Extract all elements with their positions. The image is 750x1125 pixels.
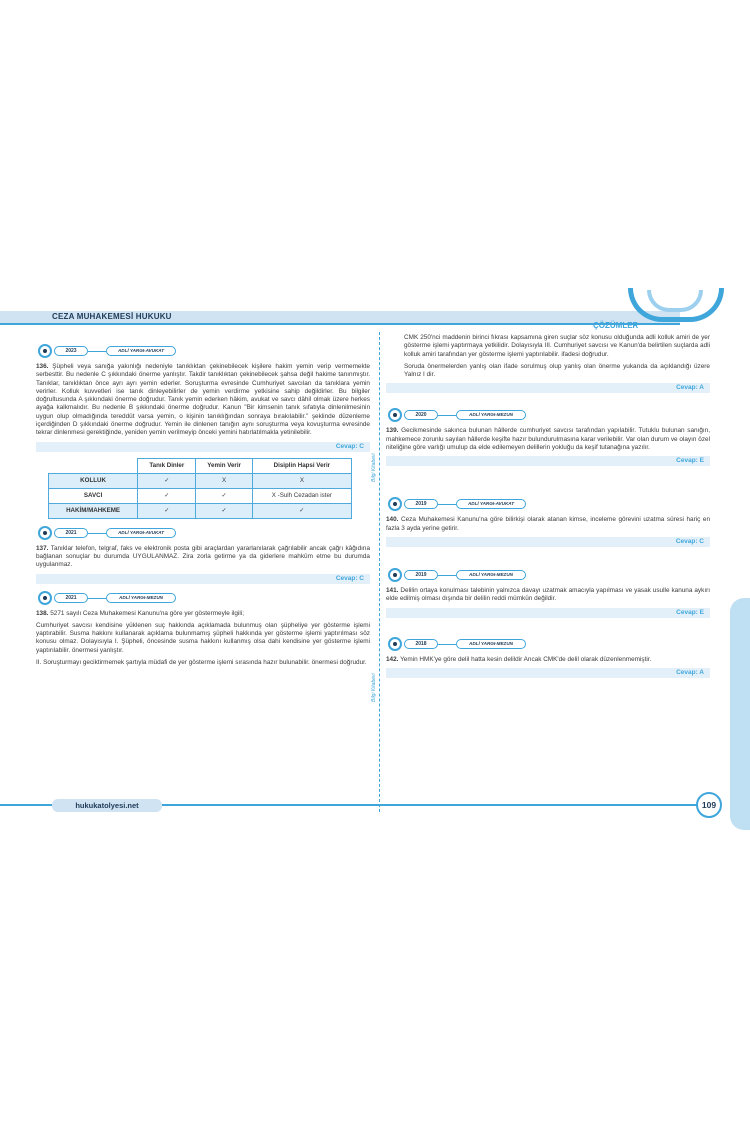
question-138-p1: Cumhuriyet savcısı kendisine yüklenen suç hakkında açıklamada bulunmuş olan şüpheliye yer gösterme işlemi yaptırabilir. Susma hakkını kullanarak açıklama bulunmamış şüpheli hakkında yer gösterme işlemi yaptırılması söz konusu olmaz. Dolayısıyla I. Şüpheli, öncesinde susma hakkını kullanmış olsa dahi kendisine yer gösterme işlemi yaptırılabilir. önermesi yanlıştır. bbox=[36, 621, 370, 654]
solutions-label: ÇÖZÜMLER bbox=[593, 321, 639, 330]
answer-138: Cevap: A bbox=[386, 383, 710, 393]
exam-badge: ADLİ YARGI-AVUKAT bbox=[456, 499, 526, 509]
question-140: 140. Ceza Muhakemesi Kanunu'na göre bilirkişi olarak atanan kimse, inceleme görevini uzatma süresi hariç en fazla 3 ayda yerine getirir. bbox=[386, 516, 711, 532]
solution-138-cont-p2: Soruda önermelerden yanlış olan ifade sorulmuş olup yanlış olan önerme yukarıda da açıklandığı üzere Yalnız I dir. bbox=[404, 362, 710, 379]
exam-badge: ADLİ YARGI-MEZUN bbox=[456, 570, 526, 580]
side-tab bbox=[730, 598, 750, 830]
column-divider bbox=[379, 332, 380, 812]
exam-badge: ADLİ YARGI-AVUKAT bbox=[106, 528, 176, 538]
exam-badge: ADLİ YARGI-MEZUN bbox=[456, 639, 526, 649]
question-138: 138. 5271 sayılı Ceza Muhakemesi Kanunu'na göre yer göstermeyle ilgili; bbox=[36, 609, 244, 617]
exam-badge: ADLİ YARGI-MEZUN bbox=[456, 410, 526, 420]
left-column bbox=[36, 340, 370, 671]
question-141: 141. Delilin ortaya konulması talebinin yalnızca davayı uzatmak amacıyla yapılması ve yasak usulle kanuna aykırı elde edilmiş olması dışında bir delilin reddi mümkün değildir. bbox=[386, 586, 710, 603]
divider-label: Bilgi Kitabevi bbox=[371, 453, 377, 482]
table-cell: ✓ bbox=[138, 503, 196, 518]
chapter-title: CEZA MUHAKEMESİ HUKUKU bbox=[52, 312, 172, 321]
right-column bbox=[386, 334, 710, 684]
table-header-cell bbox=[49, 458, 138, 473]
year-badge: 2023 bbox=[54, 346, 88, 356]
target-icon bbox=[388, 408, 402, 422]
question-142: 142. Yemin HMK'ye göre delil hatta kesin delildir Ancak CMK'de delil olarak düzenlenmemiştir. bbox=[386, 655, 652, 663]
exam-badge: ADLİ YARGI-AVUKAT bbox=[106, 346, 176, 356]
question-136: 136. Şüpheli veya sanığa yakınlığı nedeniyle tanıklıktan çekinebilecek kişilere hakim yemin verip vermemekte serbesttir. Bu nedenle C şıkkındaki önerme yanlıştır. Takdir tanıklıktan çekinebilecek şahsa değil hakime tanınmıştır. Tanıklar, tanıklıktan önce ayrı ayrı yemin ederler. Soruşturma evresinde Cumhuriyet savcıları da tanıklara yemin verirler. Kolluk kuvvetleri ise tanık dinleyebilirler de yemin verdirme yetkisine sahip değildirler. Bu bilgiler doğrultusunda A şıkkındaki önerme doğrudur. Tanık yemin ederken hâkim, avukat ve savcı dâhil olmak üzere herkes ayağa kalkmalıdır. Bu nedenle B şıkkındaki önerme doğrudur. Kanun "Bir kimsenin tanık sıfatıyla dinlenilmesinin uygun olup olmadığında tereddüt varsa yemin, o kişinin tanıklığından sonraya bırakılabilir." şeklinde düzenleme içerdiğinden D şıkkındaki önerme doğrudur. Yemin ile dinlenen tanığın aynı soruşturma veya kovuşturma evresinde tekrar dinlenmesi gerektiğinde, yeniden yemin verilmeyip önceki yemini hatırlatılmakla yetinilebilir. bbox=[36, 363, 370, 437]
question-tag bbox=[386, 636, 710, 652]
answer-137: Cevap: C bbox=[36, 574, 370, 584]
target-icon bbox=[388, 497, 402, 511]
question-137: 137. Tanıklar telefon, telgraf, faks ve elektronik posta gibi araçlardan yararlanılarak çağrılabilir ancak çağrı kâğıdına bağlanan sonuçlar bu durumda UYGULANMAZ. Zira zorla getirme ya da giderlere mahkûm etme bu durumda uygulanmaz. bbox=[36, 544, 371, 569]
table-cell: ✓ bbox=[196, 488, 252, 503]
page-number: 109 bbox=[696, 792, 722, 818]
question-139: 139. Gecikmesinde sakınca bulunan hâllerde cumhuriyet savcısı tarafından yapılabilir. Tutuklu bulunan sanığın, mahkemece zorunlu sayılan hâllerde keşifte hazır bulundurulmasına karar verilebilir. Var olan durum ve olayın özel niteliğine göre varlığı umulup da elde edilemeyen delillerin yokluğu da keşif tutanağına yazılır. bbox=[386, 427, 710, 452]
table-cell: X bbox=[196, 473, 252, 488]
table-cell: ✓ bbox=[196, 503, 252, 518]
answer-140: Cevap: C bbox=[386, 537, 710, 547]
table-row bbox=[49, 503, 352, 518]
witness-table bbox=[48, 458, 352, 519]
question-138-p2: II. Soruşturmayı geciktirmemek şartıyla müdafi de yer gösterme işlemi sırasında hazır bulunabilir. önermesi doğrudur. bbox=[36, 659, 367, 667]
row-label: HAKİM/MAHKEME bbox=[49, 503, 138, 518]
target-icon bbox=[38, 526, 52, 540]
question-tag bbox=[386, 567, 710, 583]
divider-label: Bilgi Kitabevi bbox=[371, 673, 377, 702]
table-header-cell: Tanık Dinler bbox=[138, 458, 196, 473]
row-label: KOLLUK bbox=[49, 473, 138, 488]
site-link[interactable]: hukukatolyesi.net bbox=[52, 799, 162, 812]
year-badge: 2021 bbox=[54, 593, 88, 603]
table-cell: ✓ bbox=[138, 488, 196, 503]
book-page bbox=[0, 292, 750, 832]
question-tag bbox=[386, 407, 710, 423]
target-icon bbox=[388, 568, 402, 582]
target-icon bbox=[388, 637, 402, 651]
header-line bbox=[0, 323, 680, 325]
table-header-cell: Yemin Verir bbox=[196, 458, 252, 473]
question-tag bbox=[36, 525, 370, 541]
target-icon bbox=[38, 344, 52, 358]
table-row bbox=[49, 473, 352, 488]
table-cell: ✓ bbox=[138, 473, 196, 488]
year-badge: 2021 bbox=[54, 528, 88, 538]
table-row bbox=[49, 488, 352, 503]
table-cell: X -Sulh Cezadan ister bbox=[252, 488, 351, 503]
table-header-cell: Disiplin Hapsi Verir bbox=[252, 458, 351, 473]
solution-138-cont-p1: CMK 250'nci maddenin birinci fıkrası kapsamına giren suçlar söz konusu olduğunda adli kolluk amiri de yer gösterme işlemi yaptırmaya yetkilidir. Dolayısıyla III. Cumhuriyet savcısı ve Kanun'da belirtilen suçlarda adli kolluk amiri tarafından yer gösterme işlemi yaptırılabilir. ifadesi doğrudur. bbox=[404, 334, 710, 358]
question-tag bbox=[36, 590, 370, 606]
target-icon bbox=[38, 591, 52, 605]
exam-badge: ADLİ YARGI-MEZUN bbox=[106, 593, 176, 603]
answer-136: Cevap: C bbox=[36, 442, 370, 452]
answer-141: Cevap: E bbox=[386, 608, 710, 618]
question-tag bbox=[36, 343, 370, 359]
year-badge: 2019 bbox=[404, 570, 438, 580]
year-badge: 2019 bbox=[404, 499, 438, 509]
year-badge: 2018 bbox=[404, 639, 438, 649]
answer-139: Cevap: E bbox=[386, 456, 710, 466]
row-label: SAVCI bbox=[49, 488, 138, 503]
year-badge: 2020 bbox=[404, 410, 438, 420]
question-tag bbox=[386, 496, 710, 512]
table-header-row bbox=[49, 458, 352, 473]
table-cell: ✓ bbox=[252, 503, 351, 518]
answer-142: Cevap: A bbox=[386, 668, 710, 678]
table-cell: X bbox=[252, 473, 351, 488]
